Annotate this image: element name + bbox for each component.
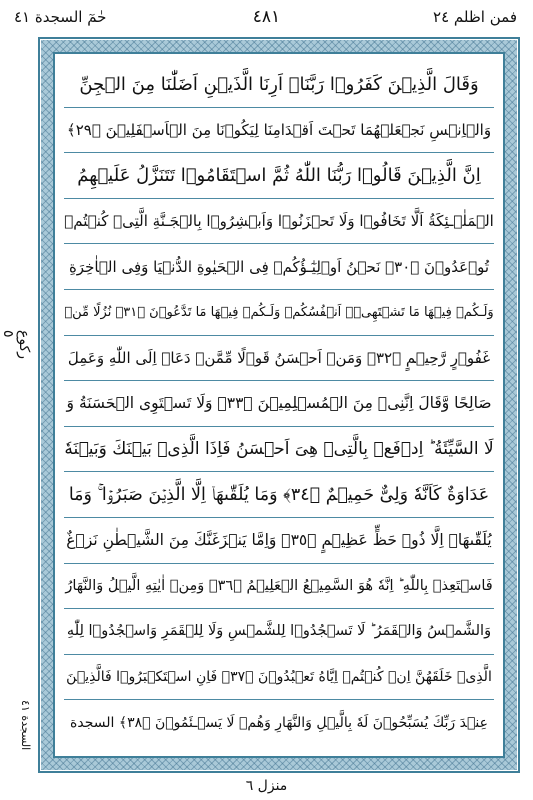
surah-name-header: حٰمٓ السجدة ٤١ bbox=[14, 8, 107, 26]
page-header bbox=[0, 0, 533, 34]
verse-line: الۡمَلٰۤـئِكَةُ اَلَّا تَخَافُوۡا وَلَا تَحۡزَنُوۡا وَاَبۡشِرُوۡا بِالۡجَـنَّةِ الَّتِىۡ كُنۡتُمۡ bbox=[64, 199, 494, 245]
sajdah-reference: السجدة ٤١ bbox=[19, 700, 32, 751]
verse-line: الَّذِىۡ خَلَقَهُنَّ اِنۡ كُنۡتُمۡ اِيَّاهُ تَعۡبُدُوۡنَ ﴿٣٧﴾ فَاِنِ اسۡتَكۡبَرُوۡا فَالَّذِيۡنَ bbox=[64, 655, 494, 701]
verse-line: عَدَاوَةٌ كَاَنَّهٗ وَلِىٌّ حَمِيۡمٌ ﴿٣٤﴾ وَمَا يُلَقّٰٮهَاۤ اِلَّا الَّذِيۡنَ صَبَرُوۡا‌ ۚ وَمَا bbox=[64, 472, 494, 518]
verse-line: وَلَـكُمۡ فِيۡهَا مَا تَشۡتَهِىۡۤ اَنۡفُسُكُمۡ وَلَـكُمۡ فِيۡهَا مَا تَدَّعُوۡنَ ﴿٣١﴾ نُزُلًا مِّنۡ bbox=[64, 290, 494, 336]
verse-line: وَقَالَ الَّذِيۡنَ كَفَرُوۡا رَبَّنَاۤ اَرِنَا الَّذَيۡنِ اَضَلّٰنَا مِنَ الۡجِنِّ bbox=[64, 62, 494, 108]
page-number: ٤٨١ bbox=[252, 7, 281, 27]
manzil-footer: منزل ٦ bbox=[245, 778, 288, 794]
verse-line: وَالشَّمۡسُ وَالۡقَمَرُ‌ ؕ لَا تَسۡجُدُوۡا لِلشَّمۡسِ وَلَا لِلۡقَمَرِ وَاسۡجُدُوۡا لِلّٰهِ bbox=[64, 609, 494, 655]
verse-line: اِنَّ الَّذِيۡنَ قَالُوۡا رَبُّنَا اللّٰهُ ثُمَّ اسۡتَقَامُوۡا تَتَنَزَّلُ عَلَيۡهِمُ bbox=[64, 153, 494, 199]
verse-line: فَاسۡتَعِذۡ بِاللّٰهِ‌ ؕ اِنَّهٗ هُوَ السَّمِيۡعُ الۡعَلِيۡمُ ﴿٣٦﴾ وَمِنۡ اٰيٰتِهِ الَّيۡلُ وَالنَّهَارُ bbox=[64, 564, 494, 610]
verse-line: تُوۡعَدُوۡنَ ﴿٣٠﴾ نَحۡنُ اَوۡلِيٰٓـؤُكُمۡ فِى الۡحَيٰوةِ الدُّنۡيَا وَفِى الۡاٰخِرَةِ bbox=[64, 244, 494, 290]
juz-name-header: فمن اظلم ٢٤ bbox=[433, 8, 517, 26]
verse-block bbox=[64, 62, 494, 746]
verse-line: صَالِحًا وَّقَالَ اِنَّنِىۡ مِنَ الۡمُسۡلِمِيۡنَ ﴿٣٣﴾ وَلَا تَسۡتَوِى الۡحَسَنَةُ وَ bbox=[64, 381, 494, 427]
verse-line: وَالۡاِنۡسِ نَجۡعَلۡهُمَا تَحۡتَ اَقۡدَامِنَا لِيَكُوۡنَا مِنَ الۡاَسۡفَلِيۡنَ ﴿٢٩﴾ bbox=[64, 108, 494, 154]
verse-line: لَا السَّيِّئَةُ‌ ؕ اِدۡفَعۡ بِالَّتِىۡ هِىَ اَحۡسَنُ فَاِذَا الَّذِىۡ بَيۡنَكَ وَبَيۡنَهٗ bbox=[64, 427, 494, 473]
ruku-marker: رکوع ٥ bbox=[0, 330, 32, 360]
verse-line: يُلَقّٰٮهَاۤ اِلَّا ذُوۡ حَظٍّ عَظِيۡمٍ ﴿٣٥﴾ وَاِمَّا يَنۡزَغَنَّكَ مِنَ الشَّيۡطٰنِ نَزۡغٌ bbox=[64, 518, 494, 564]
verse-line: غَفُوۡرٍ رَّحِيۡمٍ ﴿٣٢﴾ وَمَنۡ اَحۡسَنُ قَوۡلًا مِّمَّنۡ دَعَاۤ اِلَى اللّٰهِ وَعَمِلَ bbox=[64, 336, 494, 382]
verse-line: عِنۡدَ رَبِّكَ يُسَبِّحُوۡنَ لَهٗ بِالَّيۡلِ وَالنَّهَارِ وَهُمۡ لَا يَسۡـئَمُوۡنَ ﴿٣٨﴾ السجدة bbox=[70, 715, 488, 732]
